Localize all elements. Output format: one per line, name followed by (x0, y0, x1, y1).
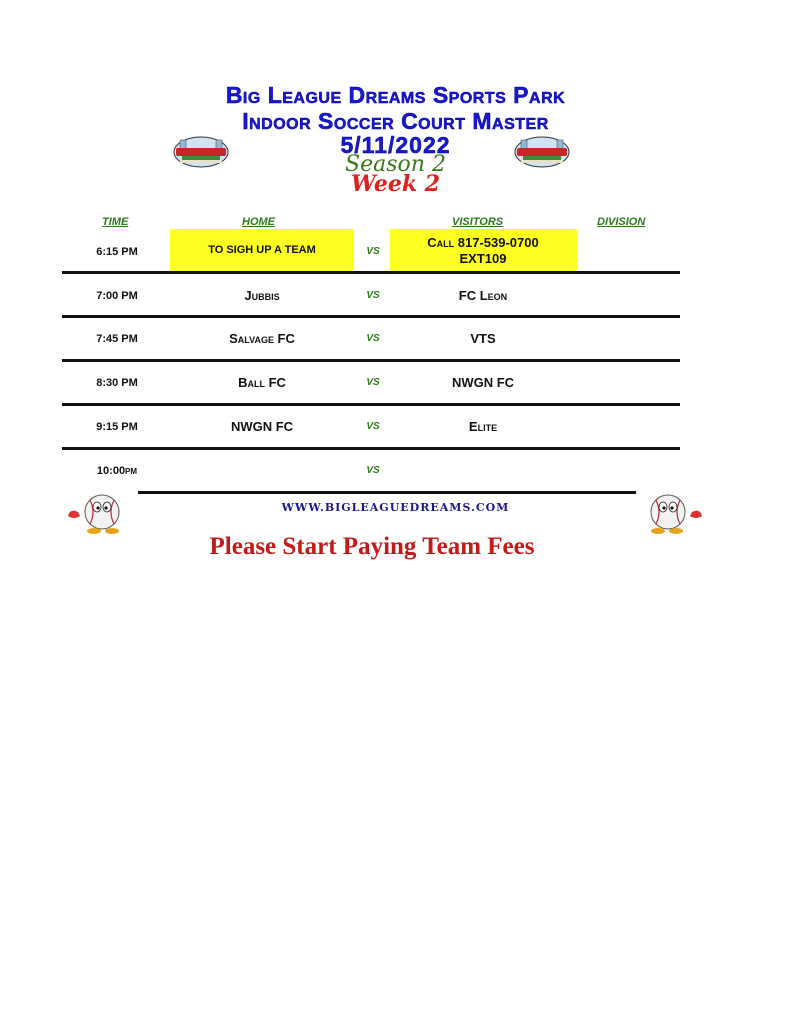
row-divider (62, 271, 680, 274)
table-row-vs: VS (366, 333, 380, 344)
column-header-division: DIVISION (597, 216, 646, 228)
week-label: Week 2 (350, 171, 441, 197)
table-row-time: 9:15 PM (96, 421, 138, 433)
row-divider (62, 315, 680, 318)
table-row-vs: VS (366, 421, 380, 432)
season-label: Season 2 (345, 152, 446, 177)
baseball-mascot-icon (66, 490, 136, 538)
big-league-dreams-logo-icon (513, 134, 571, 170)
table-row-time: 10:00pm (96, 465, 138, 477)
column-header-time: TIME (102, 216, 129, 228)
row-divider (62, 403, 680, 406)
team-fees-notice: Please Start Paying Team Fees (209, 533, 535, 560)
table-row-visitors-ext: EXT109 (459, 251, 507, 266)
big-league-dreams-logo-icon (172, 134, 230, 170)
table-row-home: Ball FC (238, 375, 286, 390)
table-row-home: NWGN FC (230, 419, 294, 434)
table-row-visitors: VTS (470, 331, 496, 346)
title-court-master: Indoor Soccer Court Master (242, 108, 549, 134)
table-row-home: Salvage FC (229, 331, 295, 346)
table-row-visitors: Call 817-539-0700 (427, 235, 539, 250)
row-divider (138, 491, 636, 494)
table-row-visitors: NWGN FC (451, 375, 515, 390)
table-row-vs: VS (366, 465, 380, 476)
table-row-time: 7:45 PM (96, 333, 138, 345)
table-row-home: Jubbis (244, 288, 280, 303)
table-row-vs: VS (366, 246, 380, 257)
row-divider (62, 447, 680, 450)
table-row-visitors: Elite (468, 419, 498, 434)
title-park-name: Big League Dreams Sports Park (225, 82, 566, 108)
table-row-home: TO SIGH UP A TEAM (208, 244, 316, 256)
schedule-date: 5/11/2022 (340, 132, 451, 158)
row-divider (62, 359, 680, 362)
table-row-vs: VS (366, 377, 380, 388)
column-header-home: HOME (242, 216, 275, 228)
table-row-vs: VS (366, 290, 380, 301)
website-url: WWW.BIGLEAGUEDREAMS.COM (281, 501, 510, 514)
column-header-visitors: VISITORS (452, 216, 504, 228)
table-row-time: 7:00 PM (96, 290, 138, 302)
table-row-time: 8:30 PM (96, 377, 138, 389)
baseball-mascot-icon (634, 490, 704, 538)
table-row-time: 6:15 PM (96, 246, 138, 258)
table-row-visitors: FC Leon (458, 288, 508, 303)
